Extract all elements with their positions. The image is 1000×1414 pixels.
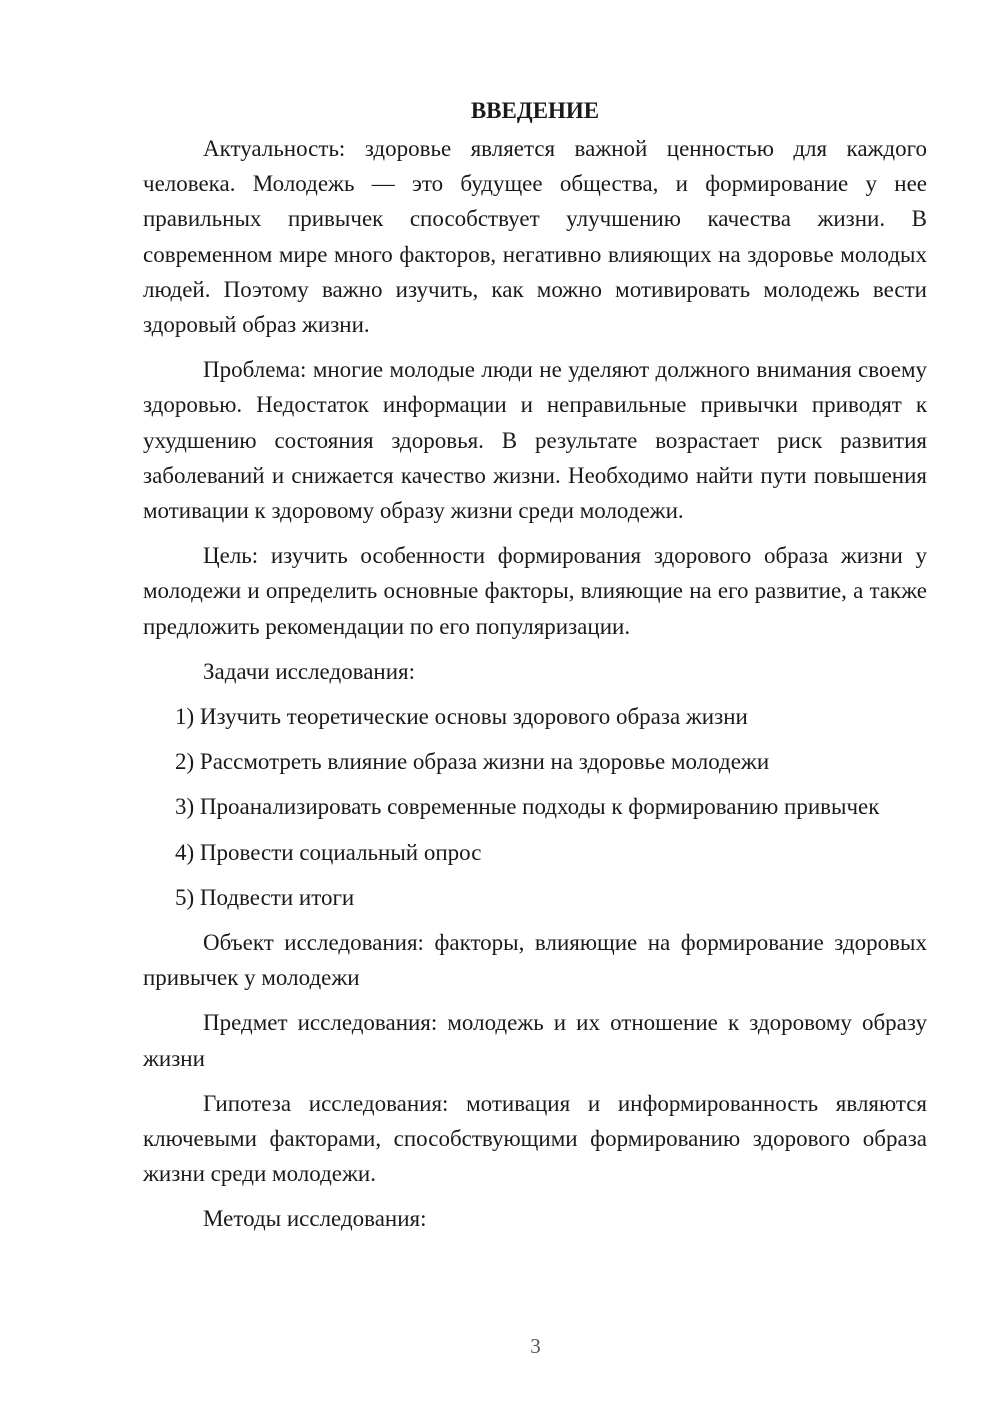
- problem-paragraph: Проблема: многие молодые люди не уделяют должного внимания своему здоровью. Недостаток информации и неправильные привычки приводят к ухудшению состояния здоровья. В результате возрастает риск развития заболеваний и снижается качество жизни. Необходимо найти пути повышения мотивации к здоровому образу жизни среди молодежи.: [143, 357, 927, 524]
- task-item: 2) Рассмотреть влияние образа жизни на здоровье молодежи: [175, 749, 770, 775]
- task-item: 1) Изучить теоретические основы здорового образа жизни: [175, 704, 748, 730]
- hypothesis-paragraph: Гипотеза исследования: мотивация и информированность являются ключевыми факторами, способствующими формированию здорового образа жизни среди молодежи.: [143, 1090, 927, 1187]
- object-paragraph: Объект исследования: факторы, влияющие на формирование здоровых привычек у молодежи: [143, 930, 927, 991]
- task-item: 5) Подвести итоги: [175, 884, 355, 910]
- subject-paragraph: Предмет исследования: молодежь и их отношение к здоровому образу жизни: [143, 1010, 927, 1071]
- relevance-paragraph: Актуальность: здоровье является важной ценностью для каждого человека. Молодежь — это будущее общества, и формирование у нее правильных привычек способствует улучшению качества жизни. В современном мире много факторов, негативно влияющих на здоровье молодых людей. Поэтому важно изучить, как можно мотивировать молодежь вести здоровый образ жизни.: [143, 136, 927, 338]
- task-item: 3) Проанализировать современные подходы к формированию привычек: [175, 794, 880, 820]
- methods-title: Методы исследования:: [203, 1206, 427, 1232]
- goal-paragraph: Цель: изучить особенности формирования здорового образа жизни у молодежи и определить основные факторы, влияющие на его развитие, а также предложить рекомендации по его популяризации.: [143, 543, 927, 639]
- task-item: 4) Провести социальный опрос: [175, 839, 482, 865]
- page-content: [143, 93, 927, 1247]
- page-number: 3: [530, 1334, 541, 1358]
- tasks-title: Задачи исследования:: [203, 658, 416, 684]
- section-heading: ВВЕДЕНИЕ: [470, 98, 600, 123]
